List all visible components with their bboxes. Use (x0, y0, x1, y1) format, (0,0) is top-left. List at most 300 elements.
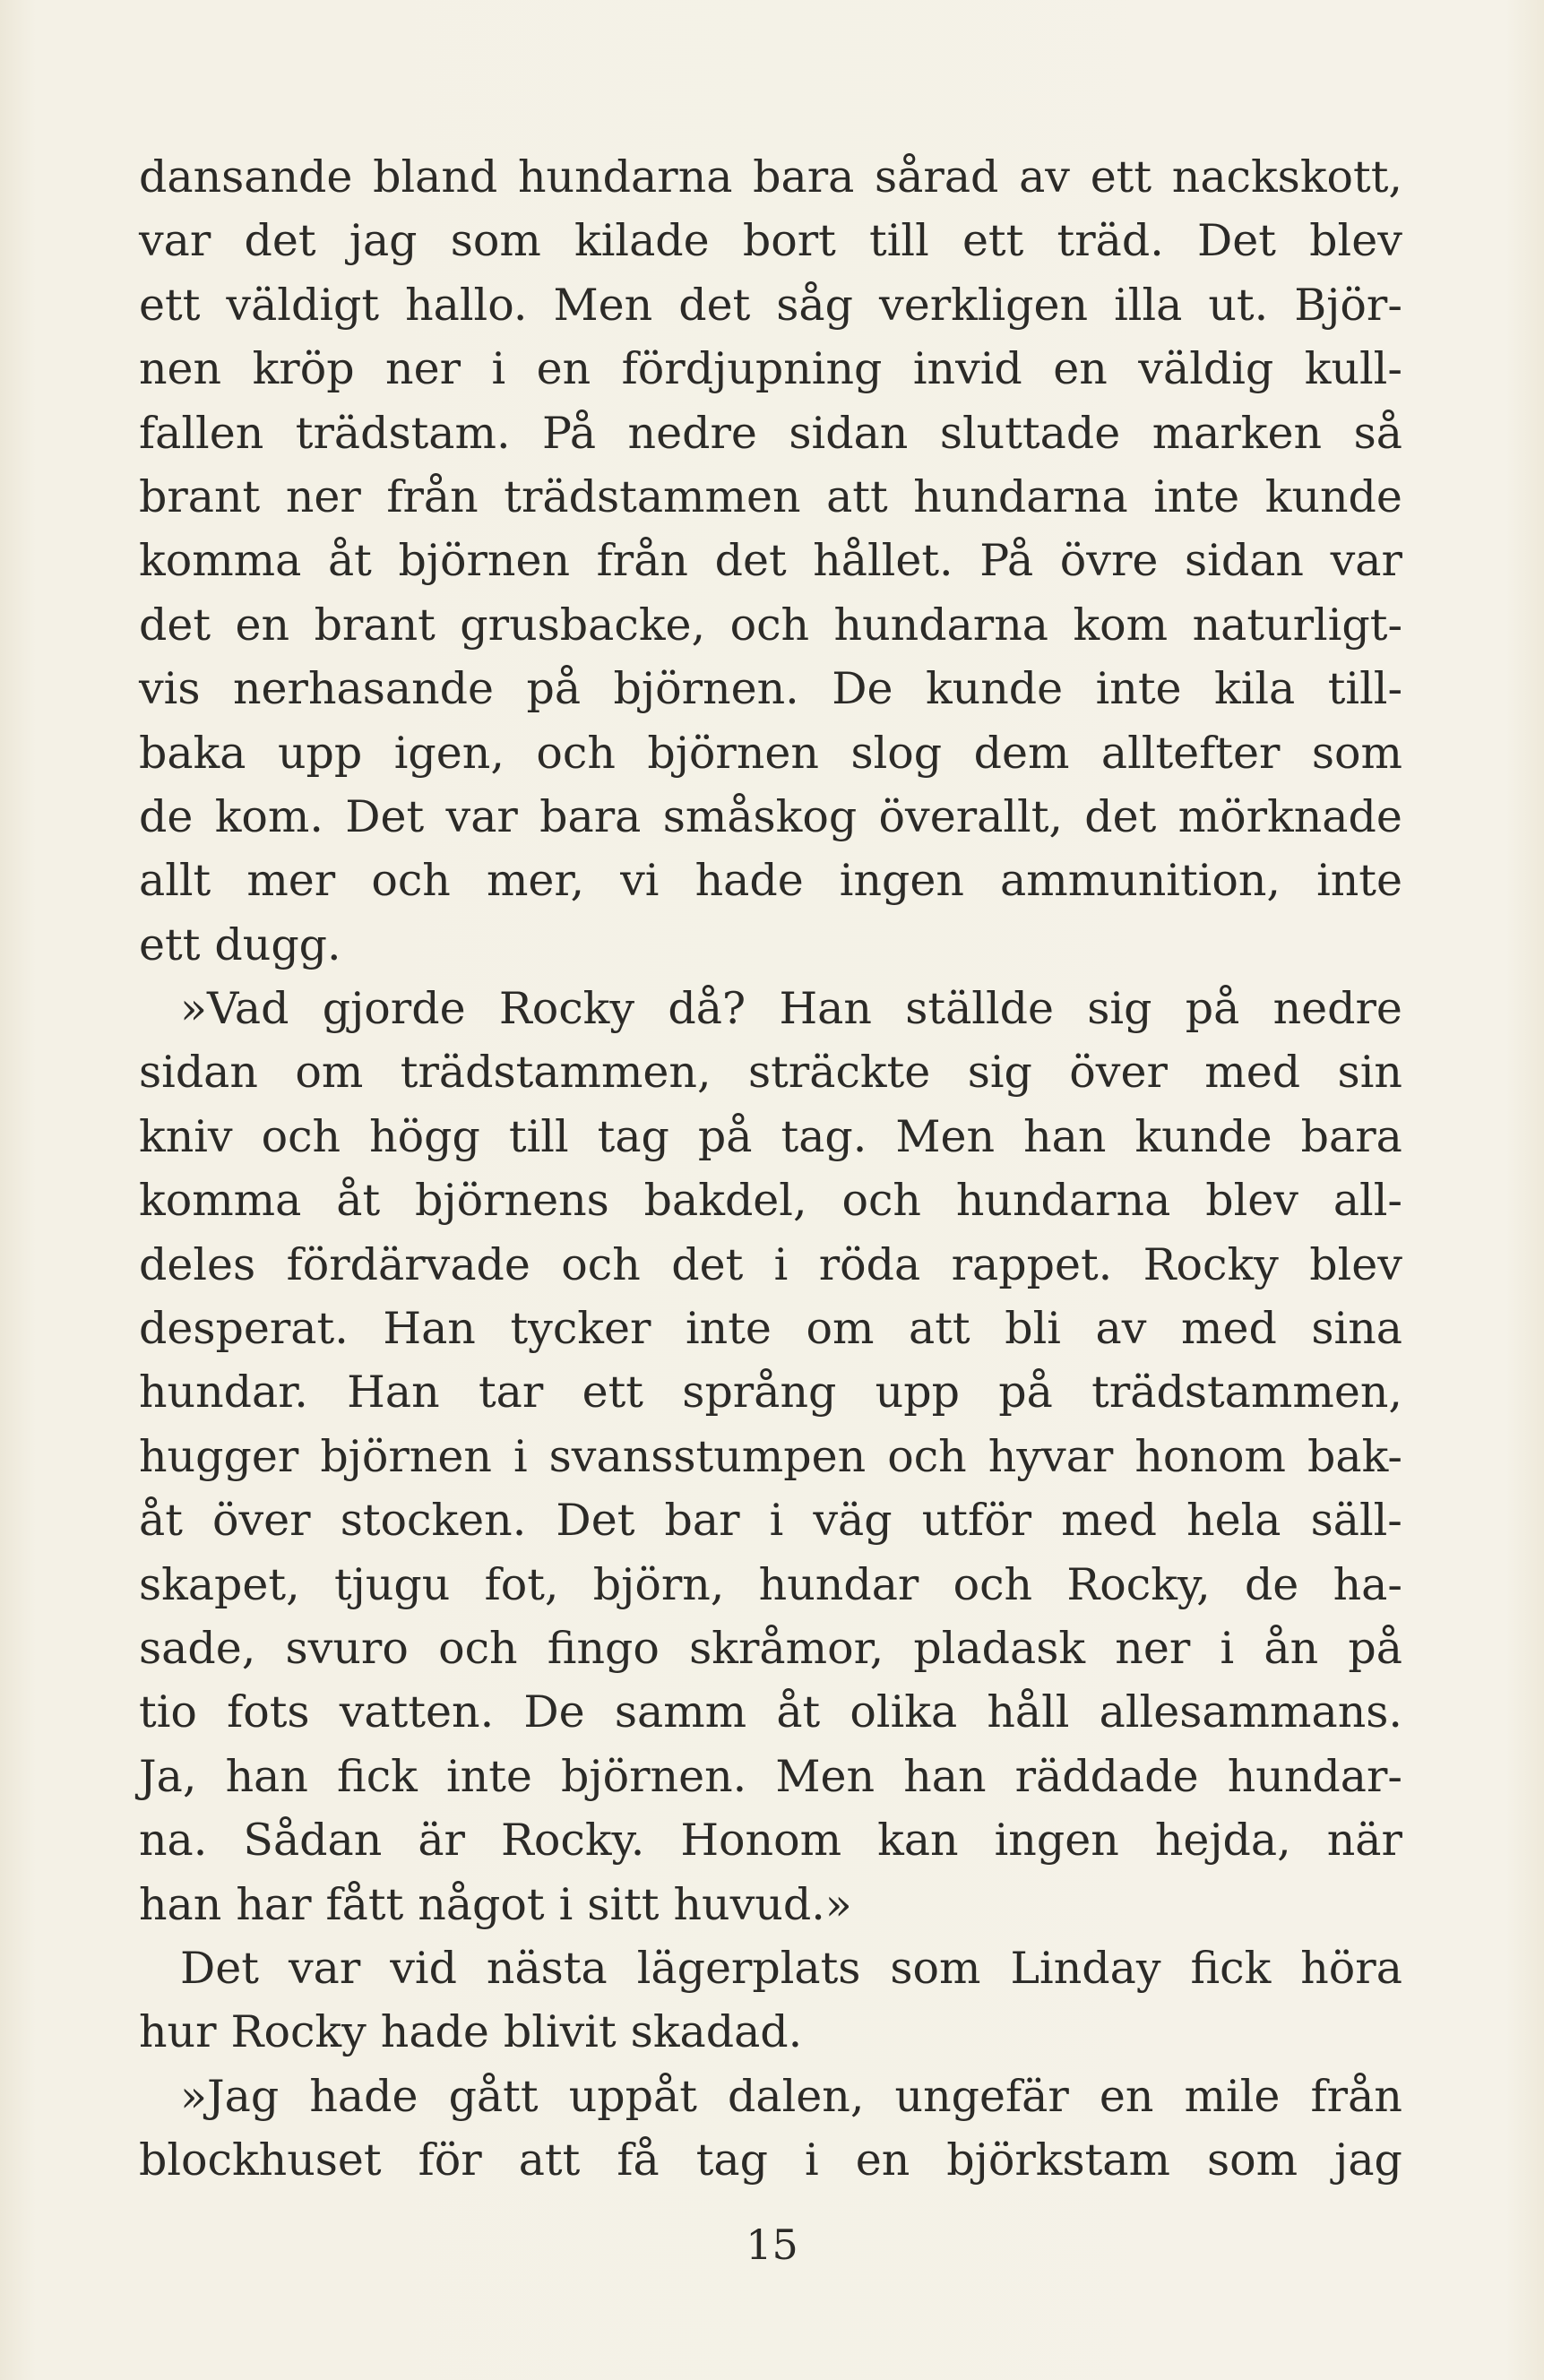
word: gjorde (322, 983, 466, 1035)
word: en (235, 599, 290, 651)
word: tar (478, 1367, 544, 1419)
word: övre (1059, 535, 1159, 587)
word: ån (1264, 1622, 1319, 1674)
word: björnens (415, 1175, 609, 1227)
word: ner (385, 343, 461, 395)
word: nästa (486, 1942, 608, 1994)
word: hade (309, 2070, 418, 2122)
word: och (261, 1110, 341, 1162)
word: till (869, 215, 929, 267)
word: dalen, (728, 2070, 865, 2122)
text-line (139, 1936, 1402, 2000)
text-line (139, 2065, 1402, 2128)
word: han (1023, 1110, 1107, 1162)
text-line (139, 401, 1402, 465)
word: höra (1300, 1942, 1402, 1994)
word: nen (139, 343, 222, 395)
word: av (1095, 1303, 1147, 1355)
word: trädstammen (504, 470, 801, 522)
word: blev (1205, 1175, 1298, 1227)
word: samm (614, 1686, 747, 1738)
word: komma (139, 1175, 302, 1227)
word: och (371, 855, 451, 907)
word: åt (776, 1686, 821, 1738)
text-line (139, 1425, 1402, 1488)
word: och (887, 1430, 967, 1482)
word: det (1084, 790, 1157, 842)
text-line (139, 337, 1402, 401)
word: en (1053, 343, 1108, 395)
word: sträckte (747, 1047, 931, 1099)
word: som (890, 1942, 981, 1994)
word: tag. (781, 1110, 867, 1162)
word: att (826, 470, 888, 522)
word: i (513, 1430, 528, 1482)
word: i (558, 1878, 574, 1930)
word: väldig (1138, 343, 1274, 395)
word: dansande (139, 151, 353, 203)
word: och (438, 1622, 518, 1674)
word: Men (895, 1110, 996, 1162)
text-line (139, 529, 1402, 592)
word: ungefär (894, 2070, 1069, 2122)
word: hyvar (988, 1430, 1114, 1482)
word: skråmor, (689, 1622, 884, 1674)
word: Ja, (139, 1750, 197, 1802)
word: det (139, 599, 211, 651)
word: hur (139, 2006, 217, 2058)
word: sin (1337, 1047, 1402, 1099)
word: ha- (1333, 1558, 1402, 1610)
text-line (139, 1105, 1402, 1168)
word: i (1220, 1622, 1235, 1674)
word: tag (695, 2134, 768, 2186)
word: hela (1186, 1495, 1281, 1547)
word: och (729, 599, 810, 651)
word: ett (962, 215, 1024, 267)
word: det (678, 279, 751, 331)
word: slog (850, 727, 943, 779)
word: tycker (510, 1303, 651, 1355)
word: inte (685, 1303, 772, 1355)
word: det (714, 535, 787, 587)
word: blockhuset (139, 2134, 382, 2186)
word: Rocky, (1066, 1558, 1211, 1610)
body-text (139, 145, 1402, 2193)
word: olika (850, 1686, 958, 1738)
word: skapet, (139, 1558, 300, 1610)
word: sluttade (939, 407, 1121, 459)
word: kilade (574, 215, 710, 267)
word: trädstammen, (1091, 1367, 1402, 1419)
text-line (139, 209, 1402, 272)
word: Rocky (230, 2006, 367, 2058)
word: säll- (1310, 1495, 1402, 1547)
text-line (139, 593, 1402, 657)
word: att (518, 2134, 581, 2186)
word: grusbacke, (460, 599, 706, 651)
text-line (139, 145, 1402, 209)
word: utför (921, 1495, 1032, 1547)
word: all- (1333, 1175, 1402, 1227)
word: ställde (905, 983, 1054, 1035)
word: åt (139, 1495, 183, 1547)
word: björkstam (946, 2134, 1170, 2186)
word: upp (875, 1367, 960, 1419)
word: björnen (647, 727, 819, 779)
word: fots (227, 1686, 310, 1738)
word: håll (987, 1686, 1070, 1738)
word: Linday (1010, 1942, 1161, 1994)
word: komma (139, 535, 302, 587)
word: ingen (839, 855, 964, 907)
word: nackskott, (1171, 151, 1402, 203)
word: fick (1190, 1942, 1272, 1994)
word: hundarna (833, 599, 1048, 651)
word: kan (877, 1815, 959, 1867)
word: av (1019, 151, 1070, 203)
word: svuro (285, 1622, 409, 1674)
word: tio (139, 1686, 197, 1738)
word: illa (1114, 279, 1183, 331)
word: fingo (547, 1622, 660, 1674)
word: hållet. (813, 535, 953, 587)
word: fördjupning (621, 343, 883, 395)
word: kull- (1304, 343, 1402, 395)
word: var (1330, 535, 1402, 587)
word: om (295, 1047, 364, 1099)
word: björn, (592, 1558, 725, 1610)
word: jag (1334, 2134, 1402, 2186)
word: dugg. (214, 918, 341, 970)
word: med (1204, 1047, 1301, 1099)
word: med (1061, 1495, 1157, 1547)
word: ett (582, 1367, 643, 1419)
word: Han (779, 983, 872, 1035)
word: Men (553, 279, 653, 331)
word: tjugu (333, 1558, 451, 1610)
word: Honom (680, 1815, 842, 1867)
word: De (832, 663, 893, 715)
word: inte (1095, 663, 1182, 715)
text-line (139, 1168, 1402, 1232)
word: trädstammen, (400, 1047, 712, 1099)
word: gått (448, 2070, 539, 2122)
word: och (953, 1558, 1033, 1610)
page-number: 15 (746, 2220, 798, 2269)
word: fot, (484, 1558, 559, 1610)
word: bland (373, 151, 498, 203)
word: nerhasande (232, 663, 495, 715)
word: Rocky (1143, 1238, 1279, 1290)
word: har (236, 1878, 312, 1930)
word: hade (380, 2006, 489, 2058)
word: om (806, 1303, 875, 1355)
word: till- (1327, 663, 1402, 715)
word: så (1353, 407, 1402, 459)
word: var (139, 215, 211, 267)
word: allt (139, 855, 211, 907)
word: »Vad (180, 983, 289, 1035)
word: sig (1087, 983, 1152, 1035)
word: Det (180, 1942, 259, 1994)
word: På (542, 407, 597, 459)
word: marken (1152, 407, 1323, 459)
word: i (773, 1238, 789, 1290)
word: pladask (913, 1622, 1086, 1674)
word: stocken. (340, 1495, 527, 1547)
word: Det (556, 1495, 635, 1547)
word: och (536, 727, 616, 779)
word: verkligen (879, 279, 1089, 331)
word: fallen (139, 407, 264, 459)
word: ett (139, 918, 201, 970)
word: vid (390, 1942, 457, 1994)
word: igen, (393, 727, 505, 779)
word: ner (1115, 1622, 1191, 1674)
word: sidan (1185, 535, 1304, 587)
word: bara (539, 790, 642, 842)
text-line (139, 273, 1402, 337)
text-line (139, 1873, 1402, 1936)
text-line (139, 1680, 1402, 1744)
word: i (491, 343, 506, 395)
word: blev (1309, 215, 1402, 267)
word: na. (139, 1815, 208, 1867)
word: kunde (1264, 470, 1402, 522)
word: upp (277, 727, 363, 779)
word: fick (337, 1750, 418, 1802)
word: när (1326, 1815, 1402, 1867)
word: till (508, 1110, 569, 1162)
text-line (139, 1233, 1402, 1297)
word: Det (345, 790, 425, 842)
word: inte (1316, 855, 1402, 907)
word: såg (776, 279, 854, 331)
word: honom (1134, 1430, 1286, 1482)
word: desperat. (139, 1303, 349, 1355)
word: På (979, 535, 1034, 587)
word: kom (1073, 599, 1169, 651)
word: tag (597, 1110, 669, 1162)
word: Han (347, 1367, 440, 1419)
word: inte (445, 1750, 532, 1802)
word: Björ- (1294, 279, 1402, 331)
word: en (536, 343, 591, 395)
word: huvud.» (673, 1878, 852, 1930)
word: hundarna (913, 470, 1128, 522)
word: åt (327, 535, 372, 587)
word: hade (694, 855, 804, 907)
word: på (1348, 1622, 1402, 1674)
word: överallt, (878, 790, 1063, 842)
word: mer (246, 855, 336, 907)
text-line (139, 1745, 1402, 1808)
word: var (445, 790, 518, 842)
word: de (139, 790, 194, 842)
word: på (697, 1110, 753, 1162)
word: sina (1311, 1303, 1402, 1355)
word: invid (912, 343, 1022, 395)
word: som (1207, 2134, 1298, 2186)
word: på (526, 663, 582, 715)
word: ner (285, 470, 361, 522)
word: vatten. (339, 1686, 495, 1738)
word: det (244, 215, 316, 267)
word: sade, (139, 1622, 256, 1674)
word: mörknade (1177, 790, 1402, 842)
word: högg (369, 1110, 480, 1162)
word: björnen. (613, 663, 799, 715)
word: bort (742, 215, 836, 267)
word: röda (818, 1238, 921, 1290)
text-line (139, 1297, 1402, 1360)
word: över (1069, 1047, 1168, 1099)
word: åt (336, 1175, 381, 1227)
word: något (418, 1878, 545, 1930)
word: bara (1300, 1110, 1402, 1162)
word: Rocky (498, 983, 635, 1035)
word: småskog (662, 790, 858, 842)
word: kniv (139, 1110, 233, 1162)
word: sidan (139, 1047, 258, 1099)
word: var (288, 1942, 361, 1994)
word: kunde (1134, 1110, 1272, 1162)
word: björnen. (561, 1750, 747, 1802)
word: kröp (252, 343, 355, 395)
text-line (139, 721, 1402, 785)
word: kila (1214, 663, 1296, 715)
text-line (139, 1808, 1402, 1872)
word: han (139, 1878, 222, 1930)
word: »Jag (180, 2070, 280, 2122)
word: blev (1309, 1238, 1402, 1290)
word: då? (668, 983, 746, 1035)
word: ut. (1208, 279, 1269, 331)
word: få (617, 2134, 660, 2186)
word: Han (383, 1303, 476, 1355)
word: att (909, 1303, 970, 1355)
word: hundar- (1227, 1750, 1402, 1802)
word: nedre (627, 407, 757, 459)
word: vi (620, 855, 660, 907)
word: över (212, 1495, 311, 1547)
word: väg (813, 1495, 893, 1547)
text-line (139, 1040, 1402, 1104)
word: för (418, 2134, 482, 2186)
text-line (139, 1617, 1402, 1680)
word: hundar. (139, 1367, 308, 1419)
word: kom. (214, 790, 323, 842)
word: bakdel, (643, 1175, 807, 1227)
word: väldigt (226, 279, 380, 331)
word: dem (973, 727, 1070, 779)
text-line (139, 913, 1402, 977)
word: en (855, 2134, 910, 2186)
word: bar (664, 1495, 740, 1547)
word: han (903, 1750, 987, 1802)
word: Sådan (243, 1815, 383, 1867)
word: i (805, 2134, 819, 2186)
word: nedre (1272, 983, 1402, 1035)
word: svansstumpen (548, 1430, 867, 1482)
text-line (139, 1360, 1402, 1424)
word: som (450, 215, 541, 267)
word: sidan (789, 407, 909, 459)
word: ett (1090, 151, 1152, 203)
word: uppåt (568, 2070, 697, 2122)
word: baka (139, 727, 246, 779)
word: ammunition, (1000, 855, 1281, 907)
word: naturligt- (1192, 599, 1402, 651)
word: sig (967, 1047, 1032, 1099)
text-line (139, 2128, 1402, 2192)
text-line (139, 977, 1402, 1040)
word: fördärvade (286, 1238, 530, 1290)
word: hundar (758, 1558, 919, 1610)
word: mile (1184, 2070, 1281, 2122)
word: kunde (925, 663, 1064, 715)
word: björnen (398, 535, 571, 587)
word: språng (682, 1367, 837, 1419)
word: han (225, 1750, 308, 1802)
word: inte (1153, 470, 1240, 522)
word: Det (1196, 215, 1276, 267)
word: hugger (139, 1430, 299, 1482)
word: från (596, 535, 688, 587)
word: vis (139, 663, 201, 715)
word: Men (775, 1750, 876, 1802)
word: fått (325, 1878, 404, 1930)
word: bak- (1307, 1430, 1402, 1482)
word: jag (349, 215, 418, 267)
word: Rocky. (501, 1815, 645, 1867)
word: och (841, 1175, 921, 1227)
word: och (561, 1238, 641, 1290)
word: som (1311, 727, 1402, 779)
word: brant (139, 470, 261, 522)
word: hundarna (955, 1175, 1171, 1227)
word: bara (753, 151, 855, 203)
word: skadad. (630, 2006, 803, 2058)
text-line (139, 785, 1402, 849)
text-line (139, 2000, 1402, 2064)
word: lägerplats (636, 1942, 861, 1994)
word: de (1244, 1558, 1299, 1610)
text-line (139, 1553, 1402, 1617)
word: hejda, (1154, 1815, 1291, 1867)
word: räddade (1014, 1750, 1199, 1802)
word: från (1310, 2070, 1402, 2122)
word: från (386, 470, 479, 522)
word: på (998, 1367, 1053, 1419)
word: träd. (1057, 215, 1164, 267)
word: mer, (486, 855, 585, 907)
word: sårad (875, 151, 999, 203)
word: De (523, 1686, 585, 1738)
text-line (139, 657, 1402, 720)
text-line (139, 465, 1402, 529)
word: bli (1005, 1303, 1061, 1355)
word: alltefter (1100, 727, 1281, 779)
word: en (1099, 2070, 1154, 2122)
word: hundarna (517, 151, 733, 203)
word: med (1180, 1303, 1277, 1355)
word: blivit (503, 2006, 617, 2058)
word: på (1185, 983, 1240, 1035)
word: trädstam. (295, 407, 511, 459)
word: ingen (994, 1815, 1119, 1867)
